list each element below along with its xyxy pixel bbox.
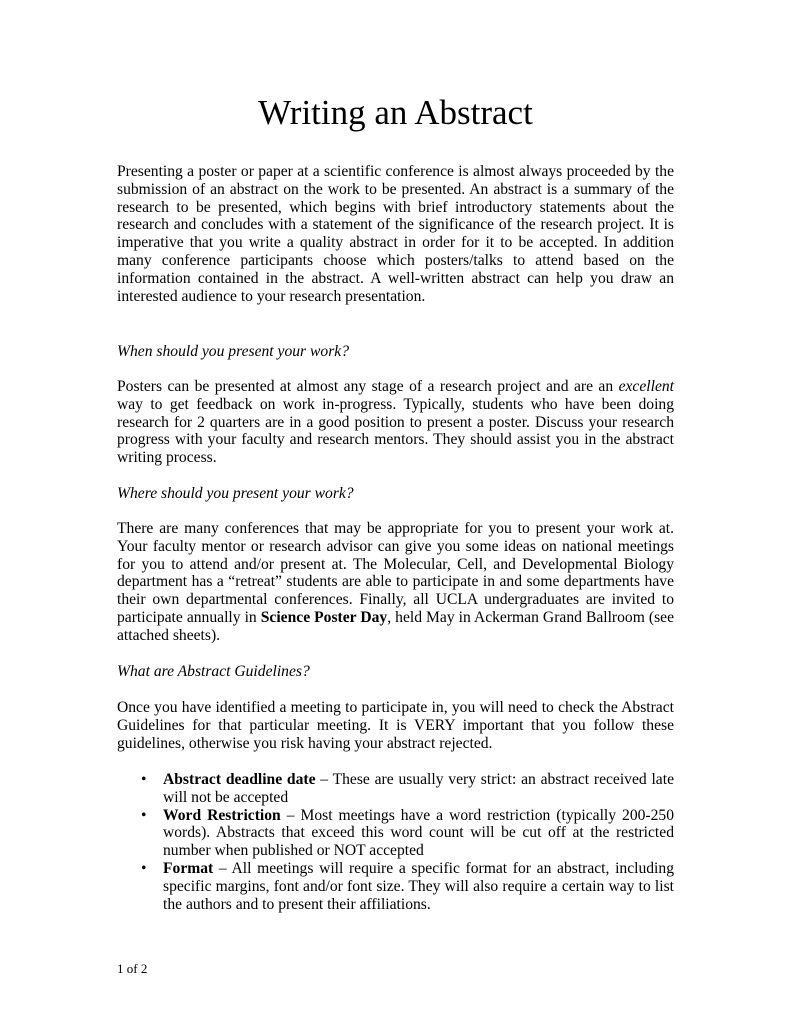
list-item-term: Format xyxy=(163,859,214,877)
paragraph-when xyxy=(117,378,674,467)
list-item xyxy=(117,807,674,860)
list-item-term: Abstract deadline date xyxy=(163,771,316,788)
list-item-desc: – Most meetings have a word restriction (typically 200-250 words). Abstracts that exceed this word count will be cut off at the restricted number when published or NOT accepted xyxy=(163,806,674,860)
list-item-desc: – These are usually very strict: an abstract received late will not be accepted xyxy=(163,771,674,806)
intro-paragraph: Presenting a poster or paper at a scientific conference is almost always proceeded by the submission of an abstract on the work to be presented. An abstract is a summary of the research to be presented, which begins with brief introductory statements about the research and concludes with a statement of the significance of the research project. It is imperative that you write a quality abstract in order for it to be accepted. In addition many conference participants choose which posters/talks to attend based on the information contained in the abstract. A well-written abstract can help you draw an interested audience to your research presentation. xyxy=(117,163,674,305)
section-heading-when: When should you present your work? xyxy=(117,343,349,360)
page-title: Writing an Abstract xyxy=(258,93,533,132)
bullet-icon: • xyxy=(141,806,147,824)
paragraph-where-text-2: , held May in Ackerman Grand Ballroom (see attached sheets). xyxy=(117,608,674,644)
guidelines-list xyxy=(117,771,674,913)
list-item-term: Word Restriction xyxy=(163,806,281,824)
paragraph-when-emphasis: excellent xyxy=(618,378,674,395)
science-poster-day: Science Poster Day xyxy=(260,608,388,626)
list-item xyxy=(117,771,674,807)
section-heading-where: Where should you present your work? xyxy=(117,485,354,502)
paragraph-where xyxy=(117,520,674,645)
paragraph-where-text-1: There are many conferences that may be appropriate for you to present your work at. Your faculty mentor or research advisor can give you some ideas on national meetings for you to attend and/or present at. The Molecular, Cell, and Developmental Biology department has a “retreat” students are able to participate in and some departments have their own departmental conferences. Finally, all UCLA undergraduates are invited to participate annually in xyxy=(117,520,674,626)
paragraph-guidelines: Once you have identified a meeting to participate in, you will need to check the Abstract Guidelines for that particular meeting. It is VERY important that you follow these guidelines, otherwise you risk having your abstract rejected. xyxy=(117,699,674,752)
page-number: 1 of 2 xyxy=(117,961,148,976)
paragraph-when-text-2: way to get feedback on work in-progress. Typically, students who have been doing research for 2 quarters are in a good position to present a poster. Discuss your research progress with your faculty and research mentors. They should assist you in the abstract writing process. xyxy=(117,395,674,467)
bullet-icon: • xyxy=(141,771,147,788)
bullet-icon: • xyxy=(141,859,147,877)
list-item xyxy=(117,860,674,913)
paragraph-when-text-1: Posters can be presented at almost any stage of a research project and are an xyxy=(117,378,619,395)
list-item-desc: – All meetings will require a specific format for an abstract, including specific margins, font and/or font size. They will also require a certain way to list the authors and to present their affiliations. xyxy=(163,859,674,913)
section-heading-guidelines: What are Abstract Guidelines? xyxy=(117,663,310,680)
